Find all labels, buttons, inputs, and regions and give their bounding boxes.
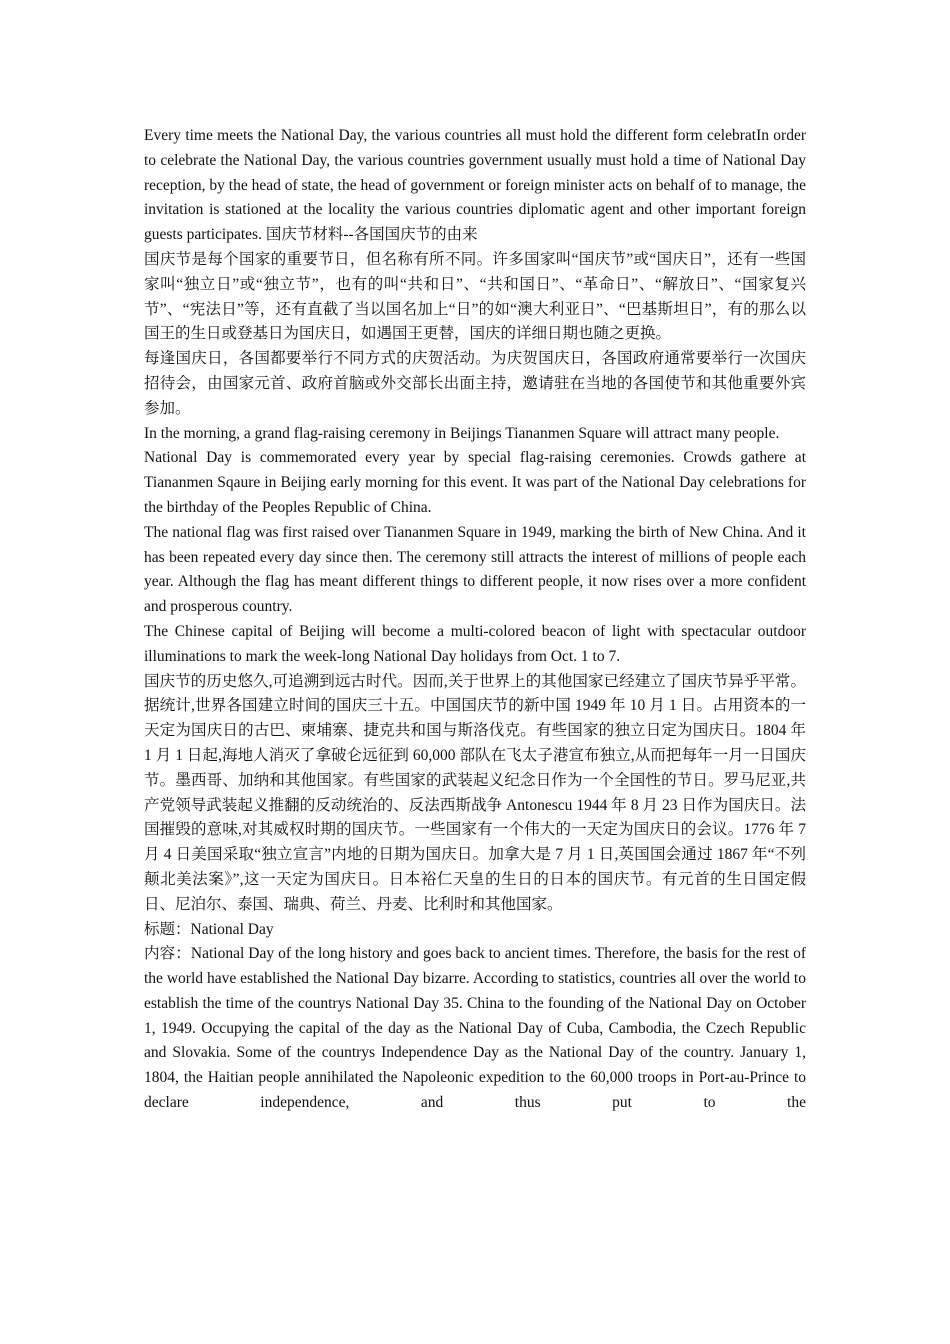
paragraph-flag-raising-morning: In the morning, a grand flag-raising ceremony in Beijings Tiananmen Square will attract many people. bbox=[144, 424, 780, 442]
paragraph-beijing-illuminations: The Chinese capital of Beijing will become a multi-colored beacon of light with spectacular outdoor illuminations to mark the week-long National Day holidays from Oct. 1 to 7. bbox=[144, 622, 806, 665]
paragraph-history-chinese: 国庆节的历史悠久,可追溯到远古时代。因而,关于世界上的其他国家已经建立了国庆节异乎平常。据统计,世界各国建立时间的国庆三十五。中国国庆节的新中国 1949 年 10 月 1 日。占用资本的一天定为国庆日的古巴、柬埔寨、捷克共和国与斯洛伐克。有些国家的独立日定为国庆日。1804 年 1 月 1 日起,海地人消灭了拿破仑远征到 60,000 部队在飞太子港宣布独立,从而把每年一月一日国庆节。墨西哥、加纳和其他国家。有些国家的武装起义纪念日作为一个全国性的节日。罗马尼亚,共产党领导武装起义推翻的反动统治的、反法西斯战争 Antonescu 1944 年 8 月 23 日作为国庆日。法国摧毁的意味,对其威权时期的国庆节。一些国家有一个伟大的一天定为国庆日的会议。1776 年 7 月 4 日美国采取“独立宣言”内地的日期为国庆日。加拿大是 7 月 1 日,英国国会通过 1867 年“不列颠北美法案》”,这一天定为国庆日。日本裕仁天皇的生日的日本的国庆节。有元首的生日国定假日、尼泊尔、泰国、瑞典、荷兰、丹麦、比利时和其他国家。 bbox=[144, 672, 806, 913]
paragraph-title-label: 标题：National Day bbox=[144, 920, 274, 938]
paragraph-intro-english: Every time meets the National Day, the various countries all must hold the different form celebratIn order to celebrate the National Day, the various countries government usually must hold a time of National Day reception, by the head of state, the head of government or foreign minister acts on behalf of to manage, the invitation is stationed at the locality the various countries diplomatic agent and other important foreign guests participates. 国庆节材料--各国国庆节的由来 bbox=[144, 127, 806, 244]
paragraph-celebration-chinese: 每逢国庆日，各国都要举行不同方式的庆贺活动。为庆贺国庆日，各国政府通常要举行一次国庆招待会，由国家元首、政府首脑或外交部长出面主持，邀请驻在当地的各国使节和其他重要外宾参加。 bbox=[144, 350, 806, 417]
document-page bbox=[144, 124, 806, 1116]
paragraph-flag-ceremonies: National Day is commemorated every year by special flag-raising ceremonies. Crowds gathere at Tiananmen Sqaure in Beijing early morning for this event. It was part of the National Day celebrations for the birthday of the Peoples Republic of China. bbox=[144, 449, 806, 516]
paragraph-national-day-names: 国庆节是每个国家的重要节日，但名称有所不同。许多国家叫“国庆节”或“国庆日”，还有一些国家叫“独立日”或“独立节”，也有的叫“共和日”、“共和国日”、“革命日”、“解放日”、“国家复兴节”、“宪法日”等，还有直截了当以国名加上“日”的如“澳大利亚日”、“巴基斯坦日”，有的那么以国王的生日或登基日为国庆日，如遇国王更替，国庆的详细日期也随之更换。 bbox=[144, 250, 806, 343]
paragraph-content-english: 内容：National Day of the long history and goes back to ancient times. Therefore, the basis for the rest of the world have established the National Day bizarre. According to statistics, countries all over the world to establish the time of the countrys National Day 35. China to the founding of the National Day on October 1, 1949. Occupying the capital of the day as the National Day of Cuba, Cambodia, the Czech Republic and Slovakia. Some of the countrys Independence Day as the National Day of the country. January 1, 1804, the Haitian people annihilated the Napoleonic expedition to the 60,000 troops in Port-au-Prince to declare independence, and thus put to the bbox=[144, 945, 806, 1112]
paragraph-national-flag-history: The national flag was first raised over Tiananmen Square in 1949, marking the birth of New China. And it has been repeated every day since then. The ceremony still attracts the interest of millions of people each year. Although the flag has meant different things to different people, it now rises over a more confident and prosperous country. bbox=[144, 523, 806, 616]
